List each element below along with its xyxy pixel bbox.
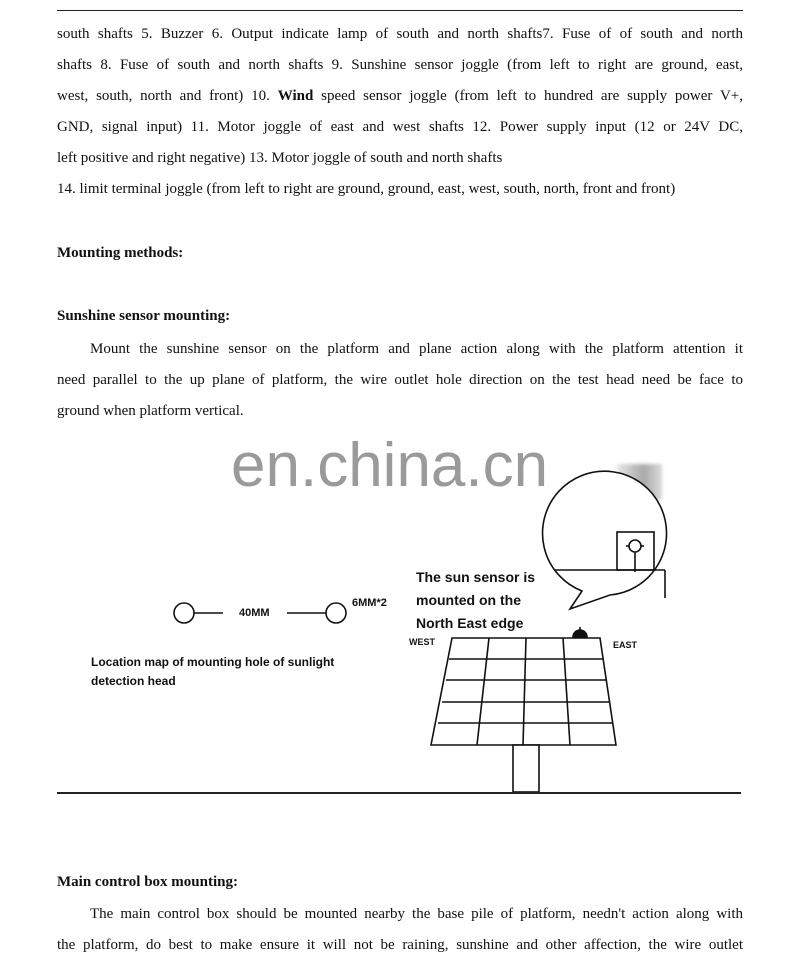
figure-caption-line-1: Location map of mounting hole of sunlight — [91, 655, 335, 669]
heading-sunshine-sensor-mounting: Sunshine sensor mounting: — [57, 308, 231, 324]
sunshine-line-2: need parallel to the up plane of platform, the wire outlet hole direction on the test head need be face to — [57, 372, 743, 388]
hole-size-label: 6MM*2 — [352, 597, 387, 609]
callout-line-3: North East edge — [416, 615, 524, 631]
callout-bubble — [543, 471, 667, 609]
sunshine-line-1: Mount the sunshine sensor on the platform and plane action along with the platform attention it — [90, 341, 743, 357]
intro-line-1: south shafts 5. Buzzer 6. Output indicate lamp of south and north shafts7. Fuse of of south and north — [57, 26, 743, 42]
intro-line-4: GND, signal input) 11. Motor joggle of east and west shafts 12. Power supply input (12 or 24V DC, — [57, 119, 743, 135]
intro-line-6: 14. limit terminal joggle (from left to right are ground, ground, east, west, south, north, front and front) — [57, 181, 676, 197]
magnified-callout — [543, 471, 667, 609]
mounting-hole-right — [326, 603, 346, 623]
mounting-hole-left — [174, 603, 194, 623]
figure-bottom-rule — [57, 792, 741, 794]
intro-line-5: left positive and right negative) 13. Motor joggle of south and north shafts — [57, 150, 503, 166]
figure-caption — [91, 653, 334, 691]
intro-line-2: shafts 8. Fuse of south and north shafts 9. Sunshine sensor joggle (from left to right are ground, east, — [57, 57, 743, 73]
callout-line-2: mounted on the — [416, 592, 521, 608]
main-control-paragraph — [57, 899, 743, 961]
solar-panel-drawing — [431, 627, 616, 792]
heading-mounting-methods: Mounting methods: — [57, 245, 184, 261]
main-control-line-2: the platform, do best to make ensure it will not be raining, sunshine and other affection, the wire outlet — [57, 937, 743, 953]
distance-label: 40MM — [239, 607, 270, 619]
east-label: EAST — [613, 640, 638, 650]
intro-line-3-end: speed sensor joggle (from left to hundred are supply power V+, — [321, 88, 744, 104]
west-label: WEST — [409, 637, 435, 647]
figure-caption-line-2: detection head — [91, 674, 176, 688]
callout-line-1: The sun sensor is — [416, 569, 536, 585]
sunshine-line-3: ground when platform vertical. — [57, 403, 244, 419]
wind-bold-word: Wind — [277, 88, 314, 104]
heading-main-control-box-mounting: Main control box mounting: — [57, 874, 238, 890]
mounting-post — [513, 745, 539, 792]
intro-line-3-start: west, south, north and front) 10. — [57, 88, 270, 104]
main-control-line-1: The main control box should be mounted nearby the base pile of platform, needn't action along with — [90, 906, 743, 922]
watermark-text: en.china.cn — [231, 431, 549, 500]
sensor-callout-text — [416, 566, 535, 635]
